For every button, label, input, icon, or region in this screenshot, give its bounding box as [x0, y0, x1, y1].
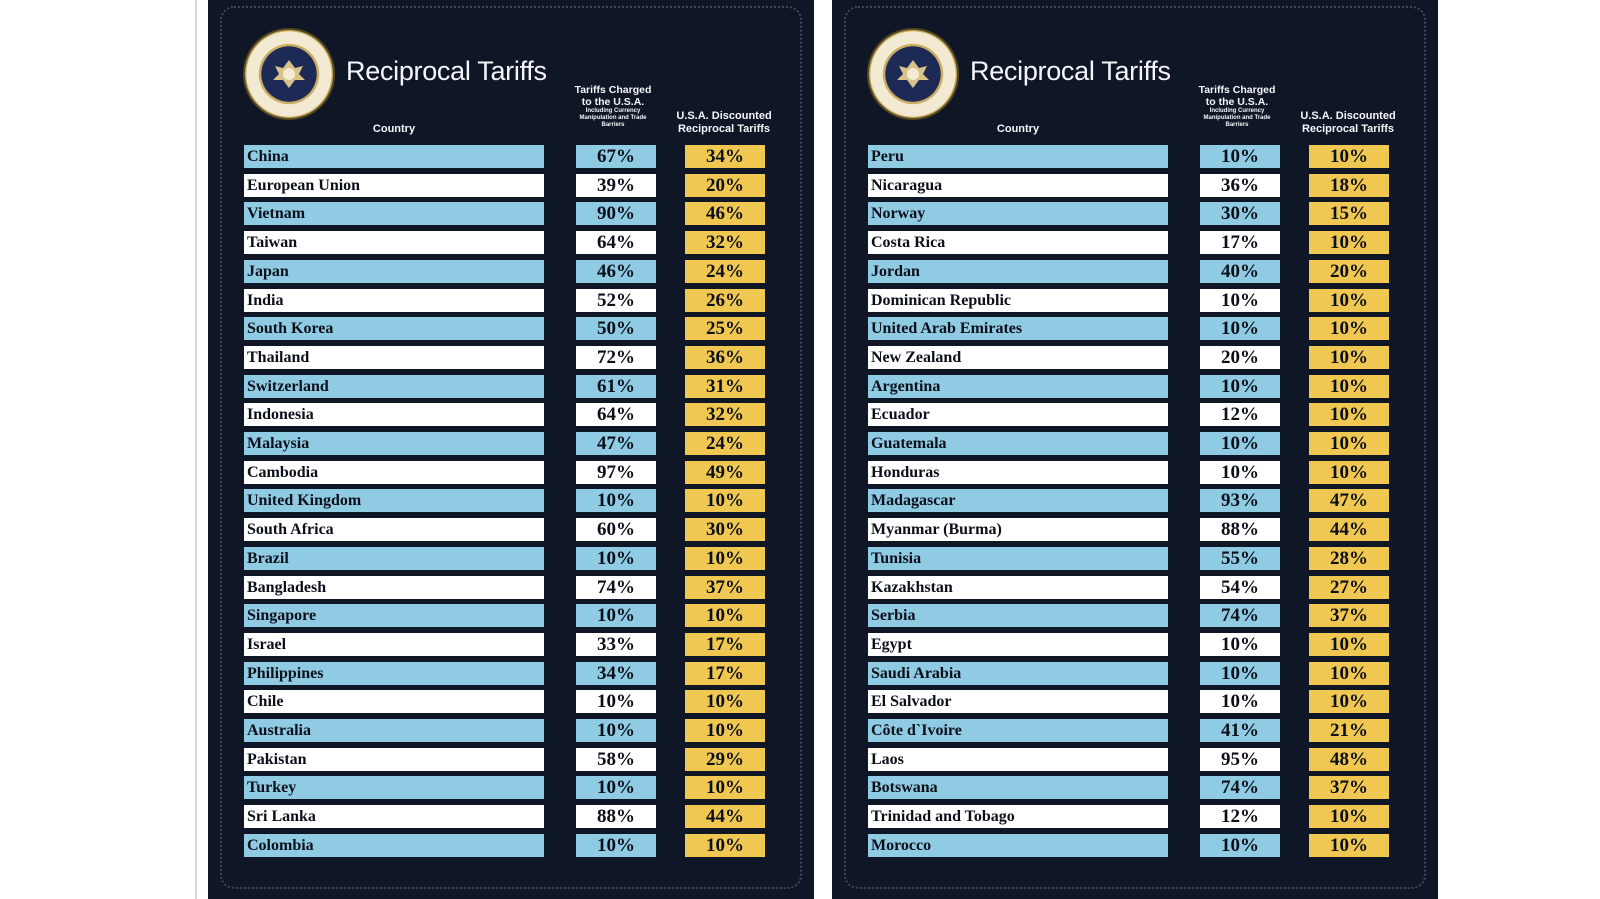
header-tariffs-charged-note: Including Currency Manipulation and Trade Barriers — [1203, 108, 1271, 128]
country-cell: Laos — [868, 748, 1168, 771]
country-cell: Saudi Arabia — [868, 662, 1168, 685]
country-cell: New Zealand — [868, 346, 1168, 369]
tariff-charged-cell: 10% — [1200, 633, 1280, 656]
discounted-tariff-cell: 17% — [685, 633, 765, 656]
tariff-charged-cell: 10% — [576, 604, 656, 627]
table-row — [208, 289, 814, 312]
discounted-tariff-cell: 47% — [1309, 489, 1389, 512]
tariff-charged-cell: 52% — [576, 289, 656, 312]
discounted-tariff-cell: 26% — [685, 289, 765, 312]
tariff-charged-cell: 10% — [1200, 375, 1280, 398]
discounted-tariff-cell: 44% — [1309, 518, 1389, 541]
tariff-charged-cell: 97% — [576, 461, 656, 484]
table-row — [832, 489, 1438, 512]
table-row — [208, 719, 814, 742]
discounted-tariff-cell: 10% — [685, 547, 765, 570]
table-row — [208, 202, 814, 225]
tariff-charged-cell: 54% — [1200, 576, 1280, 599]
country-cell: Brazil — [244, 547, 544, 570]
header-tariffs-charged-label: Tariffs Charged to the U.S.A. — [574, 84, 652, 108]
presidential-seal-icon — [245, 30, 333, 118]
discounted-tariff-cell: 37% — [685, 576, 765, 599]
table-row — [832, 346, 1438, 369]
tariff-charged-cell: 10% — [576, 547, 656, 570]
tariff-charged-cell: 47% — [576, 432, 656, 455]
country-cell: Malaysia — [244, 432, 544, 455]
table-row — [832, 633, 1438, 656]
discounted-tariff-cell: 10% — [685, 834, 765, 857]
country-cell: Trinidad and Tobago — [868, 805, 1168, 828]
table-row — [832, 547, 1438, 570]
tariff-charged-cell: 58% — [576, 748, 656, 771]
tariff-charged-cell: 10% — [576, 690, 656, 713]
table-row — [208, 748, 814, 771]
country-cell: El Salvador — [868, 690, 1168, 713]
tariff-charged-cell: 55% — [1200, 547, 1280, 570]
tariff-charged-cell: 39% — [576, 174, 656, 197]
country-cell: Costa Rica — [868, 231, 1168, 254]
panel-title: Reciprocal Tariffs — [970, 56, 1171, 86]
table-row — [832, 518, 1438, 541]
country-cell: United Arab Emirates — [868, 317, 1168, 340]
table-row — [832, 719, 1438, 742]
tariff-charged-cell: 10% — [1200, 145, 1280, 168]
country-cell: United Kingdom — [244, 489, 544, 512]
country-cell: Argentina — [868, 375, 1168, 398]
discounted-tariff-cell: 44% — [685, 805, 765, 828]
country-cell: Indonesia — [244, 403, 544, 426]
tariff-charged-cell: 17% — [1200, 231, 1280, 254]
tariff-charged-cell: 90% — [576, 202, 656, 225]
discounted-tariff-cell: 31% — [685, 375, 765, 398]
header-tariffs-charged-note: Including Currency Manipulation and Trade Barriers — [579, 108, 647, 128]
country-cell: Norway — [868, 202, 1168, 225]
discounted-tariff-cell: 27% — [1309, 576, 1389, 599]
discounted-tariff-cell: 21% — [1309, 719, 1389, 742]
country-cell: Myanmar (Burma) — [868, 518, 1168, 541]
tariff-charged-cell: 74% — [1200, 604, 1280, 627]
tariff-charged-cell: 93% — [1200, 489, 1280, 512]
country-cell: Taiwan — [244, 231, 544, 254]
table-row — [208, 403, 814, 426]
discounted-tariff-cell: 24% — [685, 432, 765, 455]
table-row — [832, 461, 1438, 484]
tariff-charged-cell: 67% — [576, 145, 656, 168]
country-cell: South Africa — [244, 518, 544, 541]
discounted-tariff-cell: 10% — [685, 489, 765, 512]
tariff-charged-cell: 12% — [1200, 403, 1280, 426]
table-row — [208, 633, 814, 656]
discounted-tariff-cell: 32% — [685, 403, 765, 426]
tariff-charged-cell: 10% — [1200, 662, 1280, 685]
table-row — [208, 346, 814, 369]
table-row — [832, 403, 1438, 426]
discounted-tariff-cell: 10% — [1309, 834, 1389, 857]
country-cell: China — [244, 145, 544, 168]
table-row — [208, 805, 814, 828]
discounted-tariff-cell: 17% — [685, 662, 765, 685]
tariff-charged-cell: 10% — [1200, 317, 1280, 340]
tariff-charged-cell: 10% — [1200, 461, 1280, 484]
table-row — [208, 518, 814, 541]
country-cell: Philippines — [244, 662, 544, 685]
tariff-panel-left — [208, 0, 814, 899]
table-row — [208, 317, 814, 340]
country-cell: Botswana — [868, 776, 1168, 799]
country-cell: Dominican Republic — [868, 289, 1168, 312]
tariff-charged-cell: 40% — [1200, 260, 1280, 283]
discounted-tariff-cell: 46% — [685, 202, 765, 225]
discounted-tariff-cell: 10% — [685, 719, 765, 742]
discounted-tariff-cell: 37% — [1309, 604, 1389, 627]
discounted-tariff-cell: 10% — [1309, 317, 1389, 340]
discounted-tariff-cell: 49% — [685, 461, 765, 484]
table-row — [208, 776, 814, 799]
tariff-charged-cell: 64% — [576, 403, 656, 426]
presidential-seal-icon — [869, 30, 957, 118]
table-row — [832, 805, 1438, 828]
table-row — [208, 231, 814, 254]
table-row — [832, 748, 1438, 771]
country-cell: Thailand — [244, 346, 544, 369]
discounted-tariff-cell: 32% — [685, 231, 765, 254]
country-cell: Madagascar — [868, 489, 1168, 512]
discounted-tariff-cell: 10% — [1309, 375, 1389, 398]
discounted-tariff-cell: 37% — [1309, 776, 1389, 799]
discounted-tariff-cell: 10% — [1309, 289, 1389, 312]
table-row — [832, 260, 1438, 283]
table-row — [208, 461, 814, 484]
country-cell: Chile — [244, 690, 544, 713]
tariff-charged-cell: 10% — [576, 834, 656, 857]
discounted-tariff-cell: 10% — [685, 776, 765, 799]
table-row — [208, 260, 814, 283]
table-row — [832, 576, 1438, 599]
table-row — [832, 202, 1438, 225]
discounted-tariff-cell: 36% — [685, 346, 765, 369]
tariff-charged-cell: 10% — [1200, 690, 1280, 713]
table-row — [208, 662, 814, 685]
table-row — [208, 145, 814, 168]
country-cell: Morocco — [868, 834, 1168, 857]
discounted-tariff-cell: 10% — [1309, 805, 1389, 828]
country-cell: Côte d`Ivoire — [868, 719, 1168, 742]
table-row — [832, 145, 1438, 168]
country-cell: Jordan — [868, 260, 1168, 283]
country-cell: India — [244, 289, 544, 312]
discounted-tariff-cell: 28% — [1309, 547, 1389, 570]
header-discounted-tariffs: U.S.A. Discounted Reciprocal Tariffs — [676, 110, 772, 135]
tariff-charged-cell: 74% — [1200, 776, 1280, 799]
table-row — [832, 776, 1438, 799]
table-row — [832, 834, 1438, 857]
table-row — [832, 604, 1438, 627]
header-tariffs-charged — [570, 84, 656, 129]
table-row — [832, 231, 1438, 254]
tariff-charged-cell: 10% — [576, 776, 656, 799]
discounted-tariff-cell: 10% — [1309, 231, 1389, 254]
discounted-tariff-cell: 10% — [1309, 461, 1389, 484]
discounted-tariff-cell: 18% — [1309, 174, 1389, 197]
discounted-tariff-cell: 15% — [1309, 202, 1389, 225]
tariff-charged-cell: 74% — [576, 576, 656, 599]
country-cell: Israel — [244, 633, 544, 656]
country-cell: Egypt — [868, 633, 1168, 656]
tariff-charged-cell: 88% — [1200, 518, 1280, 541]
discounted-tariff-cell: 10% — [1309, 145, 1389, 168]
tariff-charged-cell: 10% — [1200, 834, 1280, 857]
tariff-charged-cell: 88% — [576, 805, 656, 828]
tariff-charged-cell: 34% — [576, 662, 656, 685]
discounted-tariff-cell: 24% — [685, 260, 765, 283]
discounted-tariff-cell: 20% — [685, 174, 765, 197]
table-row — [832, 375, 1438, 398]
table-row — [208, 834, 814, 857]
table-row — [208, 547, 814, 570]
tariff-charged-cell: 60% — [576, 518, 656, 541]
country-cell: Vietnam — [244, 202, 544, 225]
country-cell: Tunisia — [868, 547, 1168, 570]
panel-title: Reciprocal Tariffs — [346, 56, 547, 86]
tariff-charged-cell: 50% — [576, 317, 656, 340]
tariff-charged-cell: 10% — [1200, 432, 1280, 455]
discounted-tariff-cell: 10% — [1309, 690, 1389, 713]
discounted-tariff-cell: 10% — [1309, 633, 1389, 656]
tariff-charged-cell: 64% — [576, 231, 656, 254]
discounted-tariff-cell: 10% — [1309, 346, 1389, 369]
discounted-tariff-cell: 29% — [685, 748, 765, 771]
discounted-tariff-cell: 34% — [685, 145, 765, 168]
country-cell: Cambodia — [244, 461, 544, 484]
country-cell: Serbia — [868, 604, 1168, 627]
table-row — [208, 604, 814, 627]
tariff-panel-right — [832, 0, 1438, 899]
country-cell: Colombia — [244, 834, 544, 857]
tariff-charged-cell: 12% — [1200, 805, 1280, 828]
country-cell: Honduras — [868, 461, 1168, 484]
table-row — [832, 317, 1438, 340]
tariff-charged-cell: 10% — [576, 719, 656, 742]
tariff-charged-cell: 33% — [576, 633, 656, 656]
country-cell: Pakistan — [244, 748, 544, 771]
tariff-charged-cell: 46% — [576, 260, 656, 283]
country-cell: Nicaragua — [868, 174, 1168, 197]
discounted-tariff-cell: 10% — [1309, 662, 1389, 685]
tariff-charged-cell: 61% — [576, 375, 656, 398]
country-cell: Sri Lanka — [244, 805, 544, 828]
header-country: Country — [996, 123, 1040, 135]
discounted-tariff-cell: 10% — [1309, 403, 1389, 426]
table-row — [208, 690, 814, 713]
table-row — [208, 375, 814, 398]
discounted-tariff-cell: 48% — [1309, 748, 1389, 771]
country-cell: Kazakhstan — [868, 576, 1168, 599]
discounted-tariff-cell: 10% — [685, 690, 765, 713]
discounted-tariff-cell: 10% — [685, 604, 765, 627]
table-row — [208, 489, 814, 512]
table-row — [832, 432, 1438, 455]
tariff-charged-cell: 95% — [1200, 748, 1280, 771]
table-row — [208, 576, 814, 599]
country-cell: Ecuador — [868, 403, 1168, 426]
country-cell: European Union — [244, 174, 544, 197]
discounted-tariff-cell: 10% — [1309, 432, 1389, 455]
country-cell: Switzerland — [244, 375, 544, 398]
country-cell: Guatemala — [868, 432, 1168, 455]
tariff-charged-cell: 20% — [1200, 346, 1280, 369]
table-row — [832, 289, 1438, 312]
table-row — [832, 662, 1438, 685]
discounted-tariff-cell: 20% — [1309, 260, 1389, 283]
country-cell: South Korea — [244, 317, 544, 340]
header-country: Country — [372, 123, 416, 135]
country-cell: Peru — [868, 145, 1168, 168]
table-row — [208, 174, 814, 197]
country-cell: Bangladesh — [244, 576, 544, 599]
header-tariffs-charged-label: Tariffs Charged to the U.S.A. — [1198, 84, 1276, 108]
tariff-charged-cell: 41% — [1200, 719, 1280, 742]
country-cell: Australia — [244, 719, 544, 742]
header-tariffs-charged — [1194, 84, 1280, 129]
tariff-charged-cell: 10% — [1200, 289, 1280, 312]
country-cell: Japan — [244, 260, 544, 283]
discounted-tariff-cell: 25% — [685, 317, 765, 340]
page-divider — [195, 0, 197, 899]
tariff-charged-cell: 36% — [1200, 174, 1280, 197]
discounted-tariff-cell: 30% — [685, 518, 765, 541]
country-cell: Singapore — [244, 604, 544, 627]
country-cell: Turkey — [244, 776, 544, 799]
tariff-charged-cell: 72% — [576, 346, 656, 369]
header-discounted-tariffs: U.S.A. Discounted Reciprocal Tariffs — [1300, 110, 1396, 135]
tariff-charged-cell: 10% — [576, 489, 656, 512]
tariff-charged-cell: 30% — [1200, 202, 1280, 225]
table-row — [832, 174, 1438, 197]
table-row — [832, 690, 1438, 713]
table-row — [208, 432, 814, 455]
